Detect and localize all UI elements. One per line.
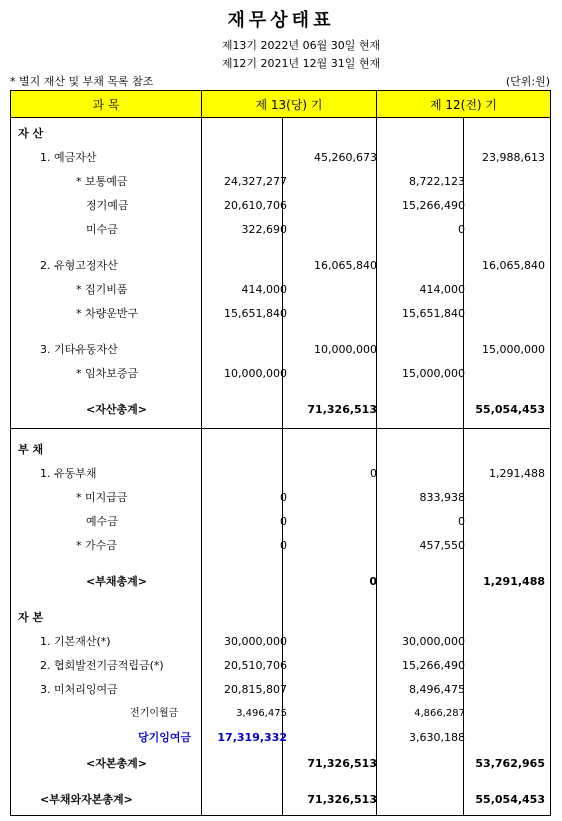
unit-label: (단위:원)	[505, 75, 550, 88]
row-label: * 미지급금	[76, 491, 128, 504]
row-label: 미수금	[86, 223, 118, 236]
cell-value: 8,722,123	[409, 175, 465, 188]
table-row	[10, 362, 551, 386]
table-row	[10, 302, 551, 326]
cell-value: 15,651,840	[402, 307, 465, 320]
cell-value: 17,319,332	[217, 731, 287, 744]
table-row	[10, 194, 551, 218]
cell-value: 3,630,188	[409, 731, 465, 744]
row-label: 부 채	[18, 443, 44, 456]
cell-value: 322,690	[241, 223, 287, 236]
cell-value: 15,266,490	[402, 659, 465, 672]
table-row	[10, 726, 551, 750]
cell-value: 23,988,613	[482, 151, 545, 164]
section-divider	[10, 428, 551, 429]
cell-value: 0	[280, 491, 287, 504]
cell-value: 20,815,807	[224, 683, 287, 696]
cell-value: 8,496,475	[409, 683, 465, 696]
table-row	[10, 254, 551, 278]
table-row	[10, 218, 551, 242]
cell-value: 30,000,000	[224, 635, 287, 648]
row-label: 3. 기타유동자산	[40, 343, 118, 356]
row-label: * 가수금	[76, 539, 117, 552]
table-row	[10, 338, 551, 362]
cell-value: 71,326,513	[307, 403, 377, 416]
cell-value: 71,326,513	[307, 757, 377, 770]
row-label: * 차량운반구	[76, 307, 139, 320]
page-title: 재무상태표	[227, 10, 335, 31]
table-row	[10, 606, 551, 630]
row-label: * 임차보증금	[76, 367, 139, 380]
cell-value: 10,000,000	[224, 367, 287, 380]
cell-value: 20,610,706	[224, 199, 287, 212]
cell-value: 457,550	[419, 539, 465, 552]
row-label: 1. 예금자산	[40, 151, 97, 164]
cell-value: 833,938	[419, 491, 465, 504]
row-label: <부채총계>	[86, 575, 147, 588]
note-text: * 별지 재산 및 부채 목록 참조	[10, 75, 154, 88]
cell-value: 0	[280, 539, 287, 552]
header-current: 제 13(당) 기	[201, 90, 377, 118]
row-label: * 집기비품	[76, 283, 128, 296]
cell-value: 0	[458, 223, 465, 236]
header-item: 과 목	[10, 90, 202, 118]
table-row	[10, 438, 551, 462]
table-row	[10, 462, 551, 486]
table-row	[10, 486, 551, 510]
table-row	[10, 654, 551, 678]
row-label: 전기이월금	[130, 708, 179, 719]
cell-value: 15,266,490	[402, 199, 465, 212]
row-label: 2. 유형고정자산	[40, 259, 118, 272]
cell-value: 414,000	[419, 283, 465, 296]
row-label: <부채와자본총계>	[40, 793, 133, 806]
row-label: 2. 협회발전기금적립금(*)	[40, 659, 164, 672]
table-row	[10, 146, 551, 170]
row-label: 자 산	[18, 127, 44, 140]
table-row	[10, 122, 551, 146]
cell-value: 16,065,840	[482, 259, 545, 272]
cell-value: 53,762,965	[475, 757, 545, 770]
cell-value: 15,651,840	[224, 307, 287, 320]
cell-value: 20,510,706	[224, 659, 287, 672]
row-label: 정기예금	[86, 199, 129, 212]
table-row	[10, 678, 551, 702]
row-label: 자 본	[18, 611, 44, 624]
table-row	[10, 510, 551, 534]
cell-value: 15,000,000	[482, 343, 545, 356]
period-prior: 제12기 2021년 12월 31일 현재	[221, 57, 381, 70]
cell-value: 15,000,000	[402, 367, 465, 380]
table-row	[10, 570, 551, 594]
table-row	[10, 752, 551, 776]
cell-value: 0	[458, 515, 465, 528]
row-label: 1. 유동부채	[40, 467, 97, 480]
row-label: 예수금	[86, 515, 118, 528]
table-row	[10, 534, 551, 558]
table-row	[10, 398, 551, 422]
cell-value: 1,291,488	[489, 467, 545, 480]
cell-value: 16,065,840	[314, 259, 377, 272]
header-prior: 제 12(전) 기	[376, 90, 551, 118]
cell-value: 3,496,475	[236, 708, 287, 719]
cell-value: 0	[370, 467, 377, 480]
cell-value: 55,054,453	[475, 793, 545, 806]
table-row	[10, 170, 551, 194]
cell-value: 0	[280, 515, 287, 528]
row-label: 당기잉여금	[138, 731, 192, 744]
row-label: <자본총계>	[86, 757, 147, 770]
cell-value: 71,326,513	[307, 793, 377, 806]
row-label: <자산총계>	[86, 403, 147, 416]
row-label: 1. 기본재산(*)	[40, 635, 111, 648]
cell-value: 4,866,287	[414, 708, 465, 719]
cell-value: 1,291,488	[483, 575, 545, 588]
cell-value: 55,054,453	[475, 403, 545, 416]
table-row	[10, 788, 551, 812]
row-label: * 보통예금	[76, 175, 128, 188]
period-current: 제13기 2022년 06월 30일 현재	[221, 39, 381, 52]
table-row	[10, 630, 551, 654]
table-row	[10, 278, 551, 302]
cell-value: 45,260,673	[314, 151, 377, 164]
cell-value: 24,327,277	[224, 175, 287, 188]
cell-value: 0	[369, 575, 377, 588]
cell-value: 30,000,000	[402, 635, 465, 648]
table-row	[10, 702, 551, 726]
cell-value: 414,000	[241, 283, 287, 296]
row-label: 3. 미처리잉여금	[40, 683, 118, 696]
cell-value: 10,000,000	[314, 343, 377, 356]
